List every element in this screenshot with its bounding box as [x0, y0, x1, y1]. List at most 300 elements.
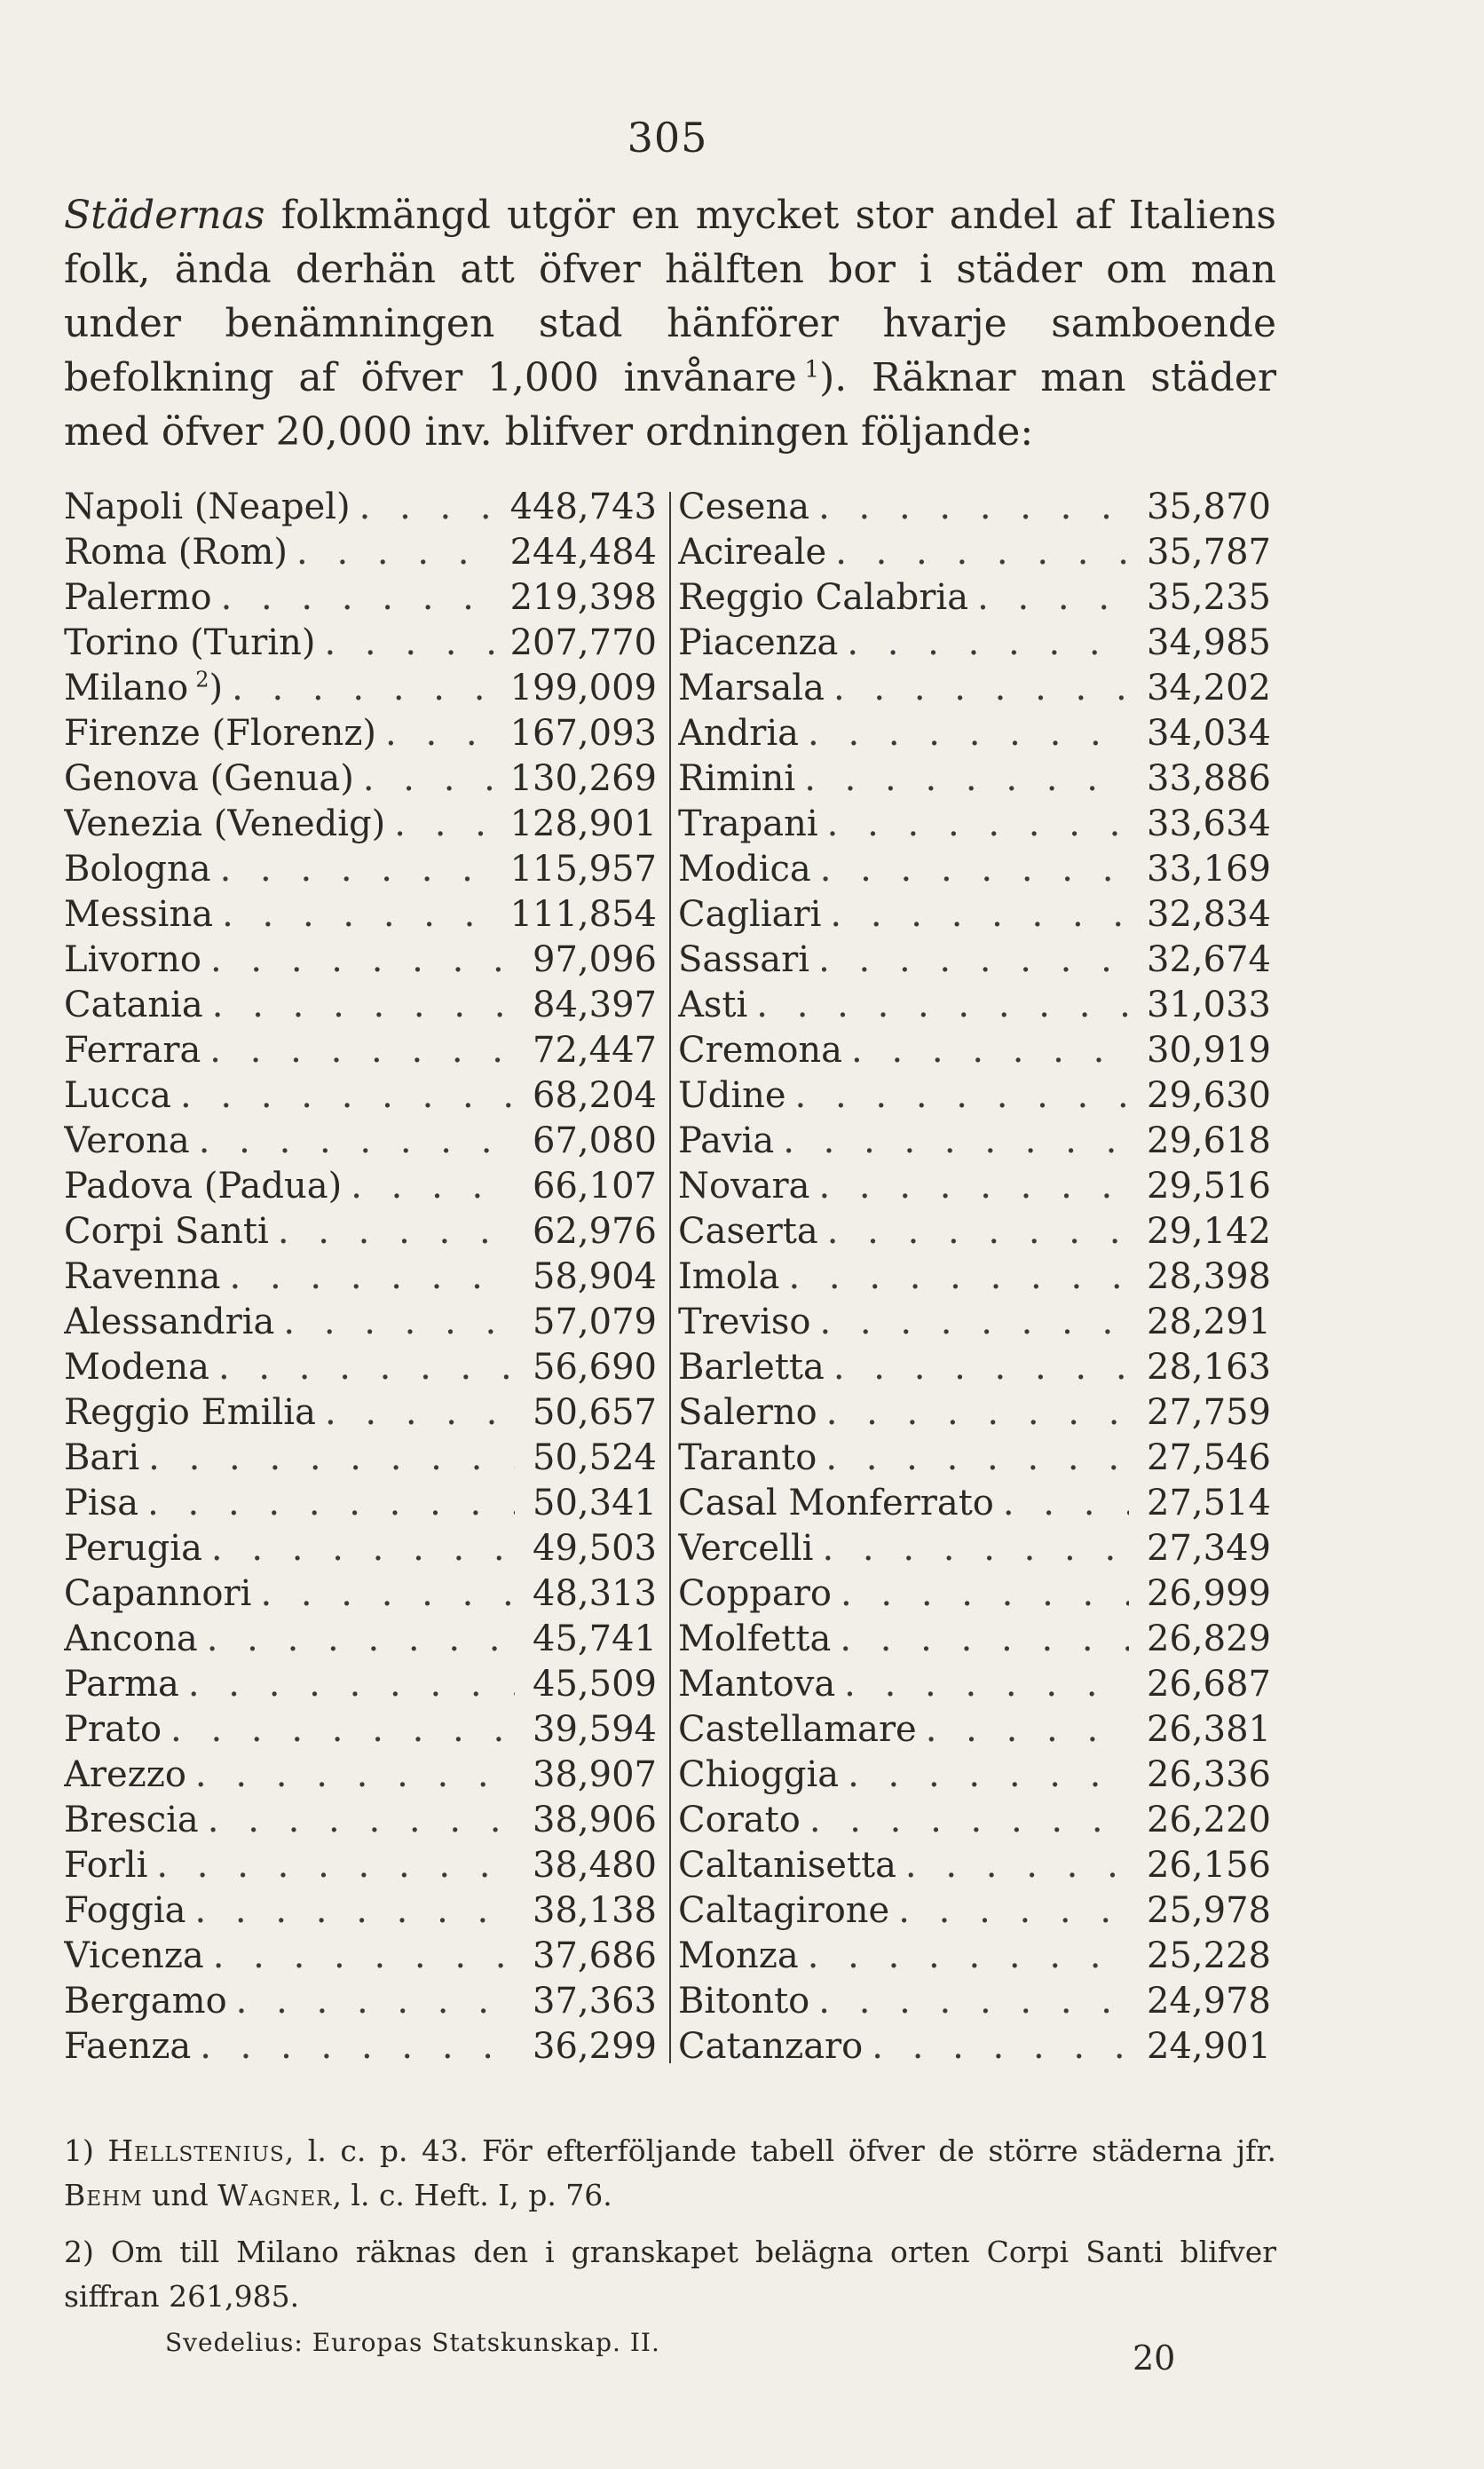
- leader-dots: [156, 1845, 515, 1886]
- population-value: 26,999: [1147, 1573, 1271, 1614]
- table-row: [64, 758, 657, 803]
- city-name-text: Caserta: [678, 1211, 818, 1252]
- city-name-text: Genova (Genua): [64, 758, 354, 799]
- city-name: [64, 1800, 199, 1840]
- city-name-text: Vicenza: [64, 1935, 204, 1976]
- city-name-text: Casal Monferrato: [678, 1483, 994, 1523]
- table-row: [64, 1120, 657, 1166]
- city-name-text: Taranto: [678, 1437, 817, 1478]
- table-row: [64, 1981, 657, 2026]
- table-row: [64, 532, 657, 577]
- city-name: [64, 1664, 179, 1705]
- city-name-text: Caltanisetta: [678, 1845, 896, 1886]
- leader-dots: [818, 487, 1129, 527]
- city-name-text: Acireale: [678, 532, 827, 573]
- population-value: 34,985: [1147, 622, 1271, 663]
- table-row: [64, 849, 657, 894]
- leader-dots: [351, 1166, 515, 1207]
- leader-dots: [195, 1754, 515, 1795]
- population-value: 26,156: [1147, 1845, 1271, 1886]
- city-name: [678, 1981, 809, 2022]
- leader-dots: [977, 577, 1129, 618]
- city-name-text: Marsala: [678, 668, 825, 708]
- city-name-text: Pavia: [678, 1120, 775, 1161]
- city-name: [678, 487, 809, 527]
- leader-dots: [325, 1392, 515, 1433]
- population-value: 67,080: [533, 1120, 657, 1161]
- leader-dots: [808, 1935, 1129, 1976]
- city-name-text: Cremona: [678, 1030, 843, 1071]
- table-row: [678, 1120, 1271, 1166]
- table-row: [64, 1618, 657, 1664]
- table-row: [64, 1302, 657, 1347]
- leader-dots: [827, 1211, 1129, 1252]
- leader-dots: [840, 1618, 1129, 1659]
- city-name: [678, 622, 838, 663]
- population-value: 33,634: [1147, 803, 1271, 844]
- leader-dots: [851, 1030, 1129, 1071]
- city-name-text: Brescia: [64, 1800, 199, 1840]
- leader-dots: [188, 1664, 515, 1705]
- table-row: [64, 1935, 657, 1981]
- city-name: [64, 577, 212, 618]
- city-name: [678, 1483, 994, 1523]
- leader-dots: [788, 1256, 1129, 1297]
- city-name: [64, 1030, 201, 1071]
- table-row: [64, 1166, 657, 1211]
- population-value: 199,009: [509, 668, 657, 708]
- city-name: [64, 1437, 139, 1478]
- population-value: 167,093: [509, 713, 657, 754]
- leader-dots: [818, 1981, 1129, 2022]
- table-row: [64, 1483, 657, 1528]
- table-row: [64, 577, 657, 622]
- city-name-text: Piacenza: [678, 622, 839, 663]
- table-row: [678, 803, 1271, 849]
- city-name-text: Cesena: [678, 487, 810, 527]
- leader-dots: [783, 1120, 1129, 1161]
- table-row: [678, 1754, 1271, 1800]
- leader-dots: [180, 1075, 515, 1116]
- leader-dots: [221, 577, 501, 618]
- table-row: [678, 1890, 1271, 1935]
- sheet-number: 20: [1133, 2338, 1176, 2378]
- city-name: [64, 1935, 204, 1976]
- table-row: [678, 1166, 1271, 1211]
- city-name-text: Livorno: [64, 939, 201, 980]
- city-name-text: Napoli (Neapel): [64, 487, 351, 527]
- city-name: [678, 1302, 810, 1342]
- city-name: [64, 1754, 186, 1795]
- leader-dots: [236, 1981, 515, 2022]
- column-divider: [669, 492, 671, 2063]
- population-value: 26,687: [1147, 1664, 1271, 1705]
- footnote-1-text-c: , l. c. Heft. I, p. 76.: [332, 2178, 612, 2212]
- leader-dots: [841, 1573, 1129, 1614]
- leader-dots: [795, 1075, 1129, 1116]
- city-name: [64, 1528, 202, 1569]
- table-row: [678, 1935, 1271, 1981]
- population-value: 34,202: [1147, 668, 1271, 708]
- population-value: 24,901: [1147, 2026, 1271, 2067]
- leader-dots: [278, 1211, 515, 1252]
- population-value: 84,397: [533, 985, 657, 1025]
- population-value: 56,690: [533, 1347, 657, 1388]
- population-value: 35,235: [1147, 577, 1271, 618]
- table-row: [678, 668, 1271, 713]
- population-value: 68,204: [533, 1075, 657, 1116]
- leader-dots: [819, 1302, 1129, 1342]
- footnote-1: [64, 2129, 1276, 2218]
- city-name: [678, 577, 968, 618]
- leader-dots: [209, 1030, 515, 1071]
- population-value: 48,313: [533, 1573, 657, 1614]
- city-name-text: Verona: [64, 1120, 190, 1161]
- leader-dots: [359, 487, 501, 527]
- city-name: [64, 849, 211, 890]
- city-name-text: Modica: [678, 849, 811, 890]
- table-row: [678, 1030, 1271, 1075]
- city-name: [64, 803, 385, 844]
- city-name: [64, 487, 351, 527]
- footnote-1-author-3: Wagner: [217, 2178, 333, 2212]
- city-name: [64, 985, 203, 1025]
- table-row: [678, 1437, 1271, 1483]
- city-name: [64, 1166, 342, 1207]
- footnote-1-marker: 1): [64, 2133, 94, 2168]
- table-row: [64, 668, 657, 713]
- city-name-text: Andria: [678, 713, 800, 754]
- city-name: [64, 1392, 316, 1433]
- city-name-text: Novara: [678, 1166, 810, 1207]
- population-value: 207,770: [509, 622, 657, 663]
- leader-dots: [222, 894, 501, 935]
- population-value: 28,398: [1147, 1256, 1271, 1297]
- population-value: 26,220: [1147, 1800, 1271, 1840]
- city-name: [678, 758, 795, 799]
- leader-dots: [148, 1437, 515, 1478]
- city-name-text: Vercelli: [678, 1528, 814, 1569]
- leader-dots: [207, 1618, 515, 1659]
- leader-dots: [195, 1890, 516, 1931]
- intro-lead-word: Städernas: [64, 193, 265, 238]
- population-value: 97,096: [533, 939, 657, 980]
- population-value: 72,447: [533, 1030, 657, 1071]
- population-value: 448,743: [509, 487, 657, 527]
- city-name-text: Sassari: [678, 939, 810, 980]
- table-row: [64, 1347, 657, 1392]
- city-name: [64, 1302, 274, 1342]
- table-row: [678, 1347, 1271, 1392]
- leader-dots: [822, 1528, 1129, 1569]
- leader-dots: [200, 2026, 515, 2067]
- table-row: [678, 985, 1271, 1030]
- leader-dots: [926, 1709, 1129, 1750]
- city-name: [678, 1528, 813, 1569]
- city-name: [64, 668, 223, 708]
- population-value: 27,349: [1147, 1528, 1271, 1569]
- table-row: [678, 1528, 1271, 1573]
- city-name: [678, 1935, 799, 1976]
- city-name-text: Castellamare: [678, 1709, 917, 1750]
- city-name: [64, 1618, 198, 1659]
- city-name-text: Chioggia: [678, 1754, 840, 1795]
- leader-dots: [212, 985, 515, 1025]
- city-name-text: Ravenna: [64, 1256, 221, 1297]
- city-name-text: Ferrara: [64, 1030, 201, 1071]
- table-row: [64, 1256, 657, 1302]
- table-row: [678, 1483, 1271, 1528]
- footnote-ref-2[interactable]: 2: [195, 668, 209, 692]
- city-name: [678, 1890, 889, 1931]
- table-row: [678, 1618, 1271, 1664]
- intro-text-b: ). Räknar man städer med öfver 20,000 inv. blifver ordningen följande:: [64, 355, 1276, 455]
- city-name: [678, 2026, 863, 2067]
- table-row: [678, 758, 1271, 803]
- leader-dots: [820, 849, 1129, 890]
- table-row: [64, 1890, 657, 1935]
- city-name-text: Prato: [64, 1709, 162, 1750]
- leader-dots: [898, 1890, 1129, 1931]
- city-name: [64, 622, 315, 663]
- leader-dots: [220, 849, 501, 890]
- population-value: 29,618: [1147, 1120, 1271, 1161]
- population-value: 38,907: [533, 1754, 657, 1795]
- table-row: [678, 1211, 1271, 1256]
- table-row: [64, 1030, 657, 1075]
- city-name-text: Lucca: [64, 1075, 171, 1116]
- city-name-text: Treviso: [678, 1302, 811, 1342]
- city-name: [678, 1709, 917, 1750]
- table-left-column: [64, 487, 657, 2071]
- footnote-2: [64, 2230, 1276, 2319]
- city-name-text: Alessandria: [64, 1302, 275, 1342]
- city-name-text: Catanzaro: [678, 2026, 864, 2067]
- population-value: 219,398: [509, 577, 657, 618]
- table-row: [678, 487, 1271, 532]
- leader-dots: [818, 939, 1129, 980]
- city-name-text: Asti: [678, 985, 748, 1025]
- population-value: 62,976: [533, 1211, 657, 1252]
- population-value: 28,163: [1147, 1347, 1271, 1388]
- population-value: 39,594: [533, 1709, 657, 1750]
- table-row: [64, 1709, 657, 1754]
- city-name: [64, 2026, 191, 2067]
- leader-dots: [825, 1437, 1129, 1478]
- city-name-text: Caltagirone: [678, 1890, 890, 1931]
- table-row: [64, 939, 657, 985]
- city-name-text: Reggio Emilia: [64, 1392, 316, 1433]
- leader-dots: [230, 1256, 515, 1297]
- city-name-text: Ancona: [64, 1618, 198, 1659]
- city-name: [64, 1256, 221, 1297]
- leader-dots: [385, 713, 501, 754]
- population-value: 31,033: [1147, 985, 1271, 1025]
- population-value: 25,228: [1147, 1935, 1271, 1976]
- footnote-ref-paren: ): [209, 668, 224, 708]
- table-row: [64, 713, 657, 758]
- footnote-1-text-a: , l. c. p. 43. För efterföljande tabell öfver de större städerna jfr.: [284, 2133, 1276, 2168]
- population-value: 57,079: [533, 1302, 657, 1342]
- leader-dots: [826, 1392, 1129, 1433]
- intro-paragraph: [64, 188, 1276, 459]
- city-name-text: Parma: [64, 1664, 179, 1705]
- population-value: 26,829: [1147, 1618, 1271, 1659]
- population-value: 38,906: [533, 1800, 657, 1840]
- leader-dots: [809, 1800, 1129, 1840]
- table-row: [678, 1256, 1271, 1302]
- population-value: 34,034: [1147, 713, 1271, 754]
- city-name-text: Padova (Padua): [64, 1166, 343, 1207]
- city-name: [64, 758, 354, 799]
- city-name-text: Reggio Calabria: [678, 577, 969, 618]
- table-row: [678, 1392, 1271, 1437]
- population-value: 27,759: [1147, 1392, 1271, 1433]
- leader-dots: [819, 1166, 1130, 1207]
- leader-dots: [363, 758, 501, 799]
- city-name-text: Imola: [678, 1256, 780, 1297]
- city-name: [678, 532, 826, 573]
- city-name: [678, 1618, 831, 1659]
- city-name-text: Salerno: [678, 1392, 817, 1433]
- city-name-text: Barletta: [678, 1347, 825, 1388]
- city-name: [64, 1890, 186, 1931]
- table-row: [64, 622, 657, 668]
- footnotes: [64, 2129, 1276, 2331]
- footnote-2-marker: 2): [64, 2235, 94, 2269]
- leader-dots: [199, 1120, 515, 1161]
- table-row: [64, 1664, 657, 1709]
- city-name-text: Foggia: [64, 1890, 186, 1931]
- population-value: 29,630: [1147, 1075, 1271, 1116]
- table-row: [678, 2026, 1271, 2071]
- table-row: [64, 487, 657, 532]
- population-value: 29,142: [1147, 1211, 1271, 1252]
- population-value: 32,674: [1147, 939, 1271, 980]
- population-value: 50,657: [533, 1392, 657, 1433]
- footnote-ref-1[interactable]: 1: [804, 356, 820, 384]
- city-name-text: Milano: [64, 668, 189, 708]
- city-name: [64, 1573, 251, 1614]
- city-name: [678, 1437, 817, 1478]
- table-row: [678, 939, 1271, 985]
- city-name-text: Mantova: [678, 1664, 836, 1705]
- table-row: [678, 1302, 1271, 1347]
- leader-dots: [848, 1754, 1129, 1795]
- footnote-2-text: Om till Milano räknas den i granskapet belägna orten Corpi Santi blifver siffran 261,985.: [64, 2235, 1276, 2314]
- city-name-text: Copparo: [678, 1573, 832, 1614]
- table-row: [64, 1528, 657, 1573]
- population-value: 50,524: [533, 1437, 657, 1478]
- population-value: 111,854: [509, 894, 657, 935]
- population-value: 26,336: [1147, 1754, 1271, 1795]
- city-name-text: Pisa: [64, 1483, 139, 1523]
- population-value: 58,904: [533, 1256, 657, 1297]
- city-name: [64, 532, 288, 573]
- table-row: [678, 1800, 1271, 1845]
- table-row: [678, 849, 1271, 894]
- population-value: 26,381: [1147, 1709, 1271, 1750]
- leader-dots: [827, 803, 1129, 844]
- city-name: [678, 1075, 786, 1116]
- leader-dots: [756, 985, 1129, 1025]
- table-row: [678, 577, 1271, 622]
- population-value: 50,341: [533, 1483, 657, 1523]
- city-name: [678, 668, 825, 708]
- table-row: [64, 1437, 657, 1483]
- city-name: [64, 1075, 171, 1116]
- leader-dots: [394, 803, 501, 844]
- city-name-text: Modena: [64, 1347, 209, 1388]
- city-name: [678, 1845, 896, 1886]
- city-name-text: Trapani: [678, 803, 818, 844]
- leader-dots: [218, 1347, 515, 1388]
- population-value: 49,503: [533, 1528, 657, 1569]
- table-row: [678, 1664, 1271, 1709]
- table-row: [64, 1211, 657, 1256]
- population-value: 27,546: [1147, 1437, 1271, 1478]
- table-row: [64, 803, 657, 849]
- population-value: 36,299: [533, 2026, 657, 2067]
- leader-dots: [211, 1528, 515, 1569]
- city-name: [678, 1800, 801, 1840]
- table-row: [64, 894, 657, 939]
- leader-dots: [208, 1800, 515, 1840]
- leader-dots: [283, 1302, 515, 1342]
- table-row: [678, 713, 1271, 758]
- population-value: 38,480: [533, 1845, 657, 1886]
- leader-dots: [213, 1935, 515, 1976]
- population-value: 28,291: [1147, 1302, 1271, 1342]
- city-name: [64, 713, 376, 754]
- city-name-text: Cagliari: [678, 894, 822, 935]
- city-name-text: Bologna: [64, 849, 211, 890]
- leader-dots: [804, 758, 1129, 799]
- city-name: [64, 1347, 209, 1388]
- city-name: [64, 939, 201, 980]
- population-value: 37,686: [533, 1935, 657, 1976]
- city-name: [678, 1256, 779, 1297]
- city-name-text: Bergamo: [64, 1981, 227, 2022]
- city-name: [678, 1347, 825, 1388]
- table-row: [64, 2026, 657, 2071]
- table-row: [64, 1845, 657, 1890]
- page-number: 305: [627, 114, 708, 162]
- footnote-1-author-1: Hellstenius: [107, 2133, 285, 2168]
- city-name: [678, 1392, 817, 1433]
- leader-dots: [844, 1664, 1129, 1705]
- table-row: [678, 532, 1271, 577]
- city-name: [678, 713, 799, 754]
- population-value: 25,978: [1147, 1890, 1271, 1931]
- city-name: [678, 1573, 832, 1614]
- leader-dots: [847, 622, 1129, 663]
- city-name: [64, 1981, 227, 2022]
- city-name-text: Monza: [678, 1935, 799, 1976]
- table-row: [678, 1075, 1271, 1120]
- intro-text-a: folkmängd utgör en mycket stor andel af Italiens folk, ända derhän att öfver hälften bor i städer om man under benämningen stad hänförer hvarje samboende befolkning af öfver 1,000 invånare: [64, 193, 1276, 400]
- leader-dots: [808, 713, 1129, 754]
- city-name: [678, 1664, 835, 1705]
- city-name-text: Perugia: [64, 1528, 202, 1569]
- population-value: 35,870: [1147, 487, 1271, 527]
- city-name-text: Rimini: [678, 758, 796, 799]
- population-value: 33,169: [1147, 849, 1271, 890]
- leader-dots: [905, 1845, 1129, 1886]
- population-value: 38,138: [533, 1890, 657, 1931]
- population-value: 128,901: [509, 803, 657, 844]
- population-value: 45,741: [533, 1618, 657, 1659]
